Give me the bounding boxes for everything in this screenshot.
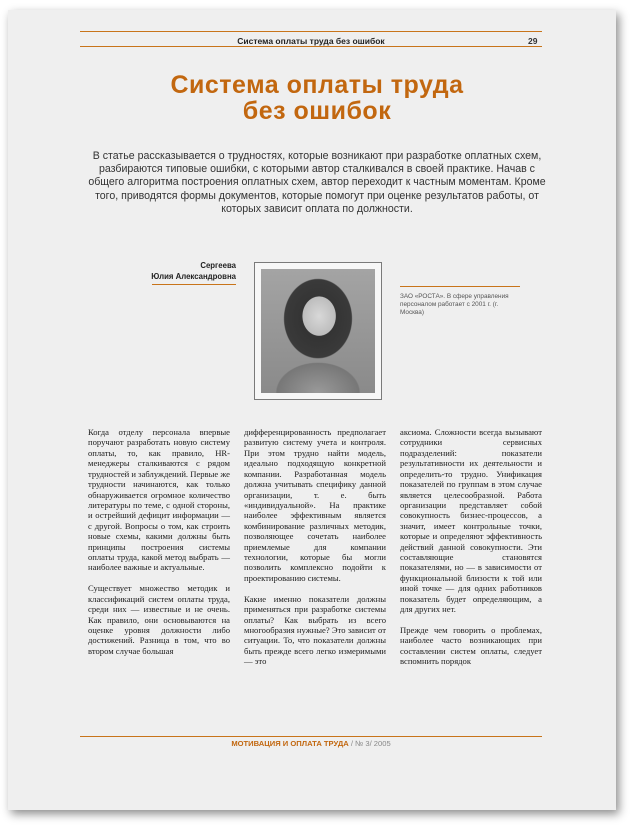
article-title <box>0 72 634 124</box>
article-title-line-1: Система оплаты труда <box>170 71 464 99</box>
body-column-1 <box>88 427 230 667</box>
paragraph: Прежде чем говорить о проблемах, наиболее часто возникающих при составлении систем оплаты, следует вспомнить порядок <box>400 624 542 667</box>
author-surname: Сергеева <box>200 261 236 270</box>
page-footer <box>80 739 542 748</box>
header-rule-bottom <box>80 46 542 47</box>
author-rule <box>152 284 236 285</box>
body-column-3 <box>400 427 542 677</box>
magazine-name: МОТИВАЦИЯ И ОПЛАТА ТРУДА <box>231 739 349 748</box>
running-title: Система оплаты труда без ошибок <box>237 36 385 46</box>
magazine-page <box>8 10 616 810</box>
author-photo-frame <box>254 262 382 400</box>
issue-number: / № 3/ 2005 <box>348 739 391 748</box>
article-title-line-2: без ошибок <box>242 97 392 125</box>
body-column-2 <box>244 427 386 677</box>
author-photo <box>261 269 375 393</box>
paragraph: аксиома. Сложности всегда вызывают сотрудники сервисных подразделений: показатели результативности их деятельности и определить-то трудно. Унификация показателей по группам в этом случае является целесообразной. Работа организации представляет собой совокупность бизнес-процессов, а значит, имеет контрольные точки, которые и определяют эффективность действий данной совокупности. Эти составляющие становятся показателями, но — в зависимости от функциональной близости к той или иной точке — для одних работников показатель будет определяющим, а для других нет. <box>400 427 542 615</box>
author-name: Юлия Александровна <box>151 272 236 281</box>
paragraph: дифференцированность предполагает развитую систему учета и контроля. При этом трудно найти модель, идеально подходящую конкретной компании. Разработанная модель должна учитывать специфику данной организации, т. е. быть «индивидуальной». На практике наиболее эффективным является комбинирование различных методик, позволяющее сочетать наиболее приемлемые для компании технологии, которые бы могли позволить комплексно подойти к проектированию системы. <box>244 427 386 583</box>
paragraph: Когда отделу персонала впервые поручают разработать новую систему оплаты, то, как правило, HR-менеджеры сталкиваются с рядом трудностей и заблуждений. Первые же трудности начинаются, как только обнаруживается огромное количество литературы по теме, с одной стороны, и острейший дефицит информации — с другой. Вопросы о том, как строить новые схемы, какими должны быть принципы построения системы оплаты труда, какой метод выбрать — наиболее важные и актуальные. <box>88 427 230 573</box>
header-rule-top <box>80 31 542 32</box>
author-affiliation: ЗАО «РОСТА». В сфере управления персоналом работает с 2001 г. (г. Москва) <box>400 293 509 317</box>
footer-rule <box>80 736 542 737</box>
author-byline <box>110 260 236 282</box>
page-number: 29 <box>528 36 538 46</box>
article-lead: В статье рассказывается о трудностях, которые возникают при разработке оплатных схем, разбираются типовые ошибки, с которыми автор сталкивался в своей практике. Начав с общего алгоритма построения оплатных схем, автор переходит к частным моментам. Кроме того, приводятся формы документов, которые помогут при оценке результатов работы, от которых зависит оплата по должности. <box>88 150 546 215</box>
paragraph: Существует множество методик и классификаций систем оплаты труда, среди них — известные и не очень. Как правило, они основываются на оценке уровня должности либо достижений. Разница в том, что во втором случае большая <box>88 583 230 656</box>
affiliation-rule <box>400 286 520 287</box>
paragraph: Какие именно показатели должны применяться при разработке системы оплаты? Как выбрать из всего многообразия нужные? Это зависит от ситуации. То, что показатели должны быть прежде всего легко измеримыми — это <box>244 593 386 667</box>
